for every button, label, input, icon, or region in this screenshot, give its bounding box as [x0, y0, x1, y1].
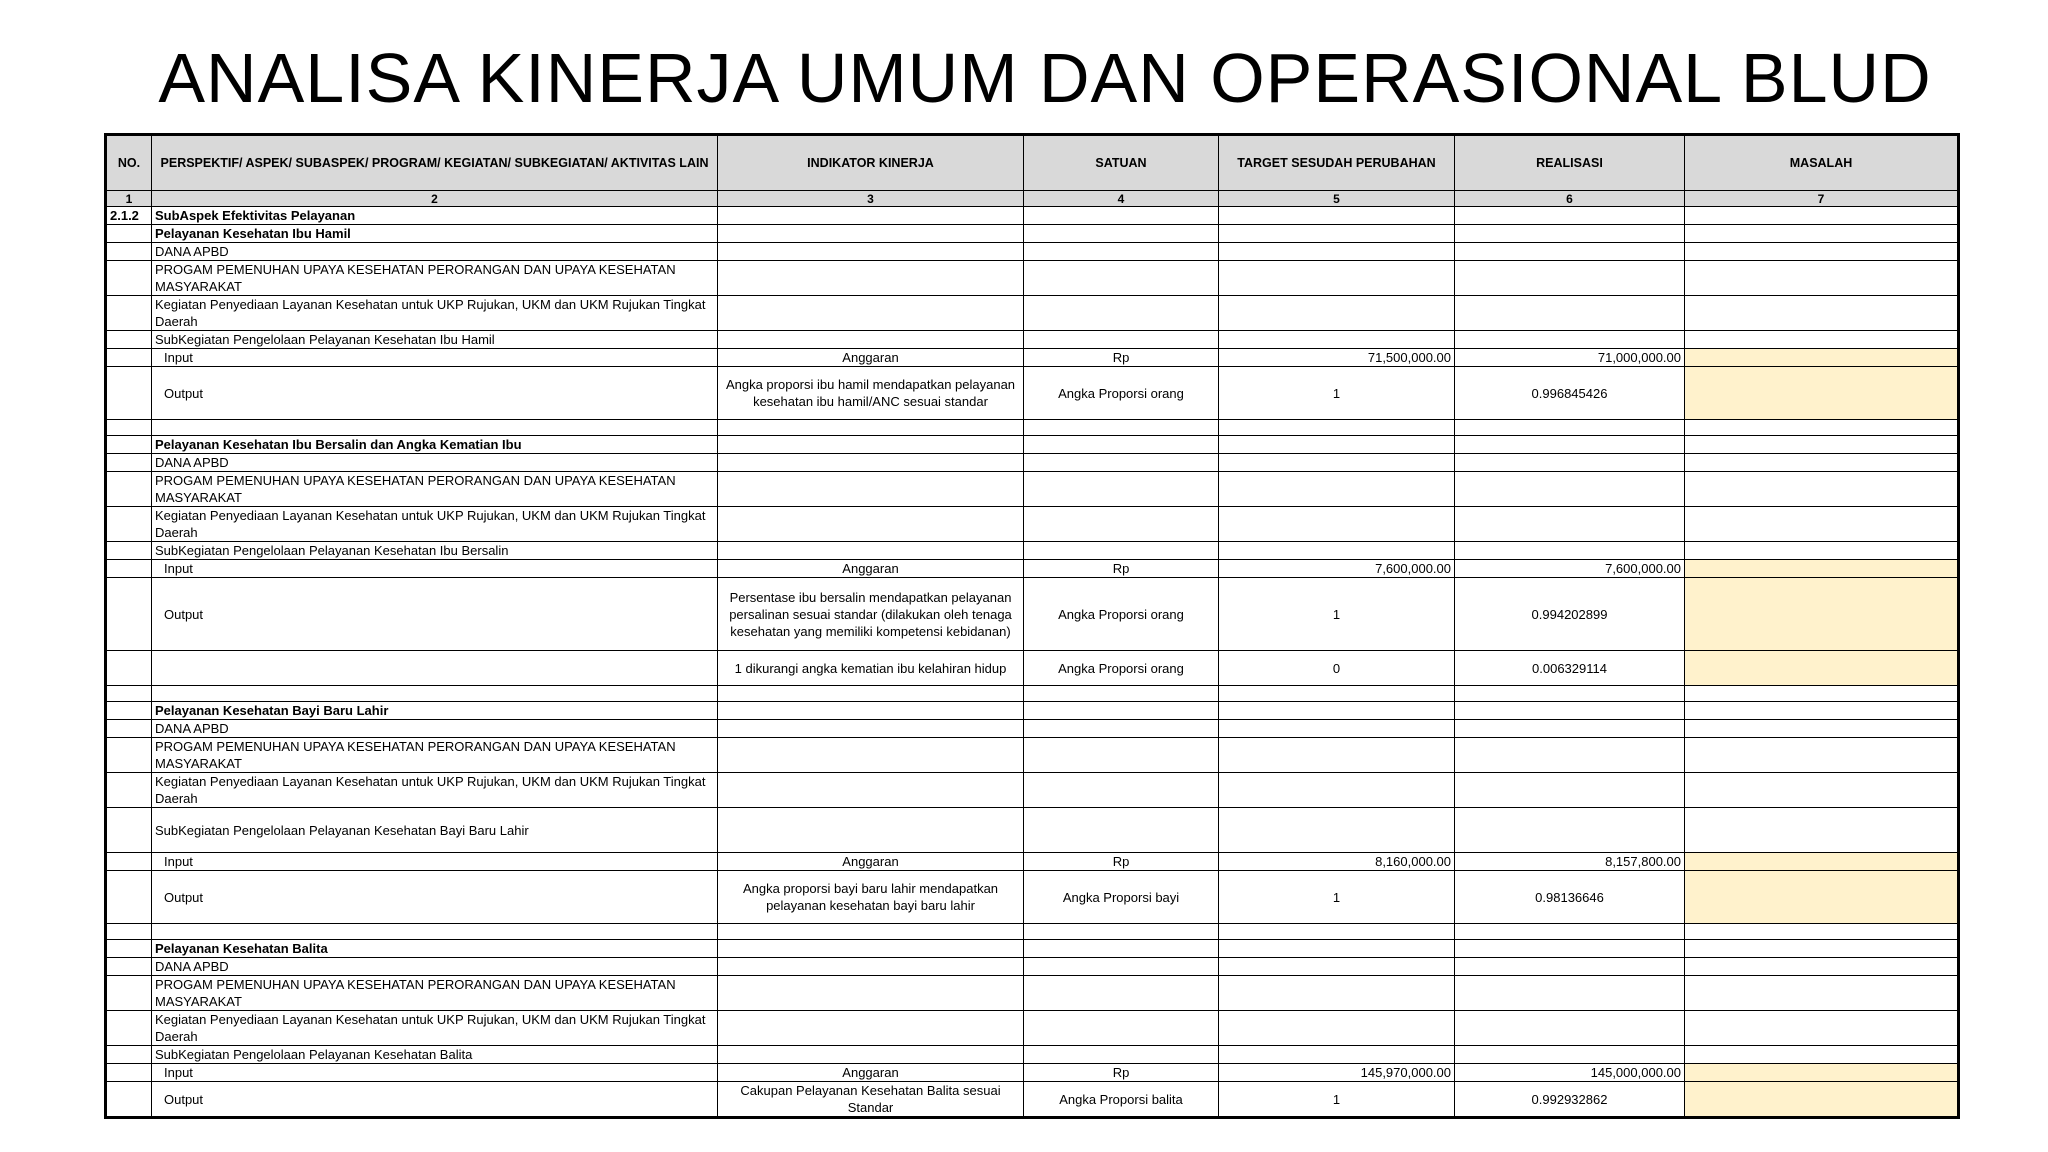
row-unit [1024, 331, 1219, 349]
row-realization: 0.98136646 [1455, 871, 1685, 924]
row-description: SubKegiatan Pengelolaan Pelayanan Kesehatan Ibu Bersalin [152, 542, 718, 560]
row-indicator: Anggaran [718, 1064, 1024, 1082]
row-realization [1455, 472, 1685, 507]
row-realization [1455, 1046, 1685, 1064]
row-realization [1455, 738, 1685, 773]
row-description: DANA APBD [152, 958, 718, 976]
row-target [1219, 507, 1455, 542]
row-realization: 71,000,000.00 [1455, 349, 1685, 367]
row-target: 7,600,000.00 [1219, 560, 1455, 578]
row-target [1219, 958, 1455, 976]
row-description: Kegiatan Penyediaan Layanan Kesehatan untuk UKP Rujukan, UKM dan UKM Rujukan Tingkat Daerah [152, 773, 718, 808]
row-number [106, 976, 152, 1011]
row-unit [1024, 773, 1219, 808]
row-problem [1685, 296, 1959, 331]
row-description [152, 686, 718, 702]
row-indicator: Angka proporsi bayi baru lahir mendapatkan pelayanan kesehatan bayi baru lahir [718, 871, 1024, 924]
row-target [1219, 720, 1455, 738]
table-row [106, 702, 1959, 720]
row-unit: Angka Proporsi bayi [1024, 871, 1219, 924]
row-unit [1024, 702, 1219, 720]
row-problem [1685, 560, 1959, 578]
row-indicator [718, 958, 1024, 976]
row-indicator [718, 1046, 1024, 1064]
row-number [106, 225, 152, 243]
header-target: TARGET SESUDAH PERUBAHAN [1219, 135, 1455, 191]
row-realization: 0.996845426 [1455, 367, 1685, 420]
row-number [106, 720, 152, 738]
row-indicator [718, 940, 1024, 958]
row-number [106, 702, 152, 720]
row-realization [1455, 331, 1685, 349]
row-indicator: Anggaran [718, 349, 1024, 367]
row-target [1219, 436, 1455, 454]
row-description: Output [152, 367, 718, 420]
row-realization [1455, 420, 1685, 436]
row-target [1219, 940, 1455, 958]
row-description: DANA APBD [152, 243, 718, 261]
table-row [106, 507, 1959, 542]
row-indicator [718, 773, 1024, 808]
row-description: Input [152, 560, 718, 578]
row-target [1219, 773, 1455, 808]
row-indicator: Angka proporsi ibu hamil mendapatkan pelayanan kesehatan ibu hamil/ANC sesuai standar [718, 367, 1024, 420]
row-number [106, 296, 152, 331]
row-unit: Angka Proporsi orang [1024, 367, 1219, 420]
row-realization [1455, 507, 1685, 542]
row-number [106, 738, 152, 773]
row-unit [1024, 1011, 1219, 1046]
table-row [106, 420, 1959, 436]
table-row [106, 976, 1959, 1011]
row-description: Input [152, 853, 718, 871]
table-row [106, 924, 1959, 940]
row-target: 8,160,000.00 [1219, 853, 1455, 871]
row-number [106, 578, 152, 651]
row-realization: 0.006329114 [1455, 651, 1685, 686]
row-unit [1024, 454, 1219, 472]
table-row [106, 560, 1959, 578]
row-realization: 8,157,800.00 [1455, 853, 1685, 871]
row-number [106, 1011, 152, 1046]
row-number [106, 454, 152, 472]
row-unit [1024, 507, 1219, 542]
header-masalah: MASALAH [1685, 135, 1959, 191]
row-problem [1685, 225, 1959, 243]
row-indicator [718, 436, 1024, 454]
row-description: PROGAM PEMENUHAN UPAYA KESEHATAN PERORANGAN DAN UPAYA KESEHATAN MASYARAKAT [152, 261, 718, 296]
table-row [106, 367, 1959, 420]
row-number [106, 243, 152, 261]
row-indicator [718, 243, 1024, 261]
row-realization [1455, 454, 1685, 472]
column-number: 1 [106, 191, 152, 207]
row-indicator [718, 738, 1024, 773]
row-number [106, 651, 152, 686]
row-realization: 7,600,000.00 [1455, 560, 1685, 578]
row-number [106, 331, 152, 349]
row-unit [1024, 225, 1219, 243]
row-problem [1685, 686, 1959, 702]
row-target [1219, 420, 1455, 436]
column-number: 7 [1685, 191, 1959, 207]
row-realization [1455, 702, 1685, 720]
row-target [1219, 808, 1455, 853]
table-row [106, 1046, 1959, 1064]
row-number [106, 367, 152, 420]
row-problem [1685, 720, 1959, 738]
row-problem [1685, 773, 1959, 808]
row-target [1219, 454, 1455, 472]
row-realization [1455, 225, 1685, 243]
row-indicator [718, 720, 1024, 738]
row-description: SubAspek Efektivitas Pelayanan [152, 207, 718, 225]
row-description: PROGAM PEMENUHAN UPAYA KESEHATAN PERORANGAN DAN UPAYA KESEHATAN MASYARAKAT [152, 976, 718, 1011]
row-problem [1685, 871, 1959, 924]
row-indicator [718, 1011, 1024, 1046]
row-number [106, 940, 152, 958]
row-number [106, 436, 152, 454]
row-number: 2.1.2 [106, 207, 152, 225]
row-description: Output [152, 871, 718, 924]
header-satuan: SATUAN [1024, 135, 1219, 191]
row-problem [1685, 454, 1959, 472]
header-realisasi: REALISASI [1455, 135, 1685, 191]
row-realization [1455, 924, 1685, 940]
row-problem [1685, 1082, 1959, 1118]
row-description: SubKegiatan Pengelolaan Pelayanan Kesehatan Balita [152, 1046, 718, 1064]
row-unit [1024, 924, 1219, 940]
row-realization [1455, 261, 1685, 296]
row-number [106, 542, 152, 560]
row-indicator [718, 207, 1024, 225]
row-indicator [718, 420, 1024, 436]
row-number [106, 686, 152, 702]
row-number [106, 560, 152, 578]
row-description: SubKegiatan Pengelolaan Pelayanan Kesehatan Ibu Hamil [152, 331, 718, 349]
row-description: PROGAM PEMENUHAN UPAYA KESEHATAN PERORANGAN DAN UPAYA KESEHATAN MASYARAKAT [152, 738, 718, 773]
row-target: 1 [1219, 578, 1455, 651]
row-indicator [718, 507, 1024, 542]
row-indicator [718, 454, 1024, 472]
column-number: 2 [152, 191, 718, 207]
row-target [1219, 225, 1455, 243]
row-target [1219, 924, 1455, 940]
row-description: Output [152, 1082, 718, 1118]
row-unit: Angka Proporsi orang [1024, 651, 1219, 686]
row-unit [1024, 976, 1219, 1011]
performance-table [104, 133, 1960, 1119]
row-unit [1024, 1046, 1219, 1064]
row-target [1219, 686, 1455, 702]
row-target: 145,970,000.00 [1219, 1064, 1455, 1082]
row-number [106, 924, 152, 940]
row-indicator: 1 dikurangi angka kematian ibu kelahiran hidup [718, 651, 1024, 686]
row-indicator [718, 261, 1024, 296]
row-description: Kegiatan Penyediaan Layanan Kesehatan untuk UKP Rujukan, UKM dan UKM Rujukan Tingkat Daerah [152, 1011, 718, 1046]
row-unit [1024, 296, 1219, 331]
row-description: DANA APBD [152, 720, 718, 738]
row-unit [1024, 542, 1219, 560]
row-indicator [718, 686, 1024, 702]
table-row [106, 940, 1959, 958]
header-row [106, 135, 1959, 191]
row-problem [1685, 367, 1959, 420]
row-indicator: Anggaran [718, 560, 1024, 578]
row-indicator [718, 296, 1024, 331]
row-problem [1685, 243, 1959, 261]
row-problem [1685, 702, 1959, 720]
row-realization: 145,000,000.00 [1455, 1064, 1685, 1082]
row-unit [1024, 958, 1219, 976]
table-row [106, 1011, 1959, 1046]
column-number: 5 [1219, 191, 1455, 207]
row-indicator [718, 976, 1024, 1011]
row-target [1219, 261, 1455, 296]
table-row [106, 1064, 1959, 1082]
row-unit [1024, 808, 1219, 853]
row-problem [1685, 578, 1959, 651]
row-target [1219, 207, 1455, 225]
row-problem [1685, 349, 1959, 367]
row-indicator: Cakupan Pelayanan Kesehatan Balita sesuai Standar [718, 1082, 1024, 1118]
row-unit: Angka Proporsi balita [1024, 1082, 1219, 1118]
row-problem [1685, 940, 1959, 958]
row-unit [1024, 686, 1219, 702]
row-unit: Angka Proporsi orang [1024, 578, 1219, 651]
row-target [1219, 542, 1455, 560]
row-indicator [718, 924, 1024, 940]
row-number [106, 808, 152, 853]
row-realization [1455, 207, 1685, 225]
row-problem [1685, 651, 1959, 686]
row-realization [1455, 1011, 1685, 1046]
row-problem [1685, 472, 1959, 507]
row-description: Kegiatan Penyediaan Layanan Kesehatan untuk UKP Rujukan, UKM dan UKM Rujukan Tingkat Daerah [152, 296, 718, 331]
row-description: Input [152, 1064, 718, 1082]
row-target [1219, 1046, 1455, 1064]
row-number [106, 871, 152, 924]
row-description: Pelayanan Kesehatan Balita [152, 940, 718, 958]
row-problem [1685, 207, 1959, 225]
row-number [106, 1046, 152, 1064]
row-realization [1455, 976, 1685, 1011]
row-realization: 0.992932862 [1455, 1082, 1685, 1118]
row-description [152, 420, 718, 436]
row-problem [1685, 958, 1959, 976]
row-target: 1 [1219, 367, 1455, 420]
row-description: SubKegiatan Pengelolaan Pelayanan Kesehatan Bayi Baru Lahir [152, 808, 718, 853]
row-description: Output [152, 578, 718, 651]
row-problem [1685, 853, 1959, 871]
row-problem [1685, 261, 1959, 296]
row-realization [1455, 436, 1685, 454]
row-problem [1685, 1011, 1959, 1046]
row-unit [1024, 261, 1219, 296]
row-problem [1685, 976, 1959, 1011]
row-realization [1455, 808, 1685, 853]
row-unit [1024, 940, 1219, 958]
table-row [106, 738, 1959, 773]
row-realization [1455, 542, 1685, 560]
table-row [106, 349, 1959, 367]
column-number: 4 [1024, 191, 1219, 207]
row-problem [1685, 542, 1959, 560]
column-number: 3 [718, 191, 1024, 207]
row-target: 1 [1219, 871, 1455, 924]
row-indicator [718, 225, 1024, 243]
row-description: DANA APBD [152, 454, 718, 472]
table-row [106, 853, 1959, 871]
row-target [1219, 243, 1455, 261]
table-row [106, 871, 1959, 924]
row-unit [1024, 420, 1219, 436]
row-realization [1455, 686, 1685, 702]
row-description: Pelayanan Kesehatan Bayi Baru Lahir [152, 702, 718, 720]
row-target: 71,500,000.00 [1219, 349, 1455, 367]
row-indicator [718, 808, 1024, 853]
row-unit: Rp [1024, 1064, 1219, 1082]
row-number [106, 773, 152, 808]
row-problem [1685, 1046, 1959, 1064]
row-realization: 0.994202899 [1455, 578, 1685, 651]
row-indicator: Anggaran [718, 853, 1024, 871]
row-indicator [718, 331, 1024, 349]
column-number: 6 [1455, 191, 1685, 207]
row-number [106, 507, 152, 542]
table-row [106, 773, 1959, 808]
row-problem [1685, 331, 1959, 349]
row-problem [1685, 738, 1959, 773]
row-unit: Rp [1024, 560, 1219, 578]
row-description: Input [152, 349, 718, 367]
table-row [106, 207, 1959, 225]
row-indicator [718, 472, 1024, 507]
column-number-row [106, 191, 1959, 207]
row-description: Pelayanan Kesehatan Ibu Bersalin dan Angka Kematian Ibu [152, 436, 718, 454]
row-target [1219, 472, 1455, 507]
row-realization [1455, 296, 1685, 331]
row-target [1219, 738, 1455, 773]
row-problem [1685, 1064, 1959, 1082]
row-problem [1685, 420, 1959, 436]
row-target [1219, 1011, 1455, 1046]
table-row [106, 472, 1959, 507]
table-row [106, 651, 1959, 686]
row-number [106, 1064, 152, 1082]
row-indicator [718, 702, 1024, 720]
table-row [106, 225, 1959, 243]
row-realization [1455, 940, 1685, 958]
row-target: 0 [1219, 651, 1455, 686]
row-unit [1024, 738, 1219, 773]
row-problem [1685, 436, 1959, 454]
row-description: PROGAM PEMENUHAN UPAYA KESEHATAN PERORANGAN DAN UPAYA KESEHATAN MASYARAKAT [152, 472, 718, 507]
table-row [106, 686, 1959, 702]
row-realization [1455, 773, 1685, 808]
table-row [106, 296, 1959, 331]
header-indikator: INDIKATOR KINERJA [718, 135, 1024, 191]
row-unit [1024, 436, 1219, 454]
table-row [106, 578, 1959, 651]
row-number [106, 261, 152, 296]
row-number [106, 420, 152, 436]
row-unit [1024, 720, 1219, 738]
table-row [106, 720, 1959, 738]
row-number [106, 472, 152, 507]
row-unit: Rp [1024, 853, 1219, 871]
row-problem [1685, 924, 1959, 940]
page-title: ANALISA KINERJA UMUM DAN OPERASIONAL BLUD [158, 39, 1932, 117]
row-unit [1024, 472, 1219, 507]
header-no: NO. [106, 135, 152, 191]
row-unit: Rp [1024, 349, 1219, 367]
row-realization [1455, 243, 1685, 261]
row-target [1219, 331, 1455, 349]
row-number [106, 958, 152, 976]
row-indicator: Persentase ibu bersalin mendapatkan pelayanan persalinan sesuai standar (dilakukan oleh tenaga kesehatan yang memiliki kompetensi kebidanan) [718, 578, 1024, 651]
row-indicator [718, 542, 1024, 560]
row-target [1219, 702, 1455, 720]
row-description [152, 924, 718, 940]
row-target: 1 [1219, 1082, 1455, 1118]
table-row [106, 454, 1959, 472]
row-target [1219, 296, 1455, 331]
row-description [152, 651, 718, 686]
table-row [106, 808, 1959, 853]
table-row [106, 1082, 1959, 1118]
row-number [106, 349, 152, 367]
row-unit [1024, 207, 1219, 225]
table-row [106, 436, 1959, 454]
table-row [106, 243, 1959, 261]
row-problem [1685, 507, 1959, 542]
row-target [1219, 976, 1455, 1011]
row-description: Pelayanan Kesehatan Ibu Hamil [152, 225, 718, 243]
row-realization [1455, 958, 1685, 976]
header-perspektif: PERSPEKTIF/ ASPEK/ SUBASPEK/ PROGRAM/ KEGIATAN/ SUBKEGIATAN/ AKTIVITAS LAIN [152, 135, 718, 191]
row-realization [1455, 720, 1685, 738]
table-row [106, 261, 1959, 296]
table-row [106, 542, 1959, 560]
row-description: Kegiatan Penyediaan Layanan Kesehatan untuk UKP Rujukan, UKM dan UKM Rujukan Tingkat Daerah [152, 507, 718, 542]
row-unit [1024, 243, 1219, 261]
table-row [106, 331, 1959, 349]
row-problem [1685, 808, 1959, 853]
row-number [106, 1082, 152, 1118]
table-row [106, 958, 1959, 976]
row-number [106, 853, 152, 871]
